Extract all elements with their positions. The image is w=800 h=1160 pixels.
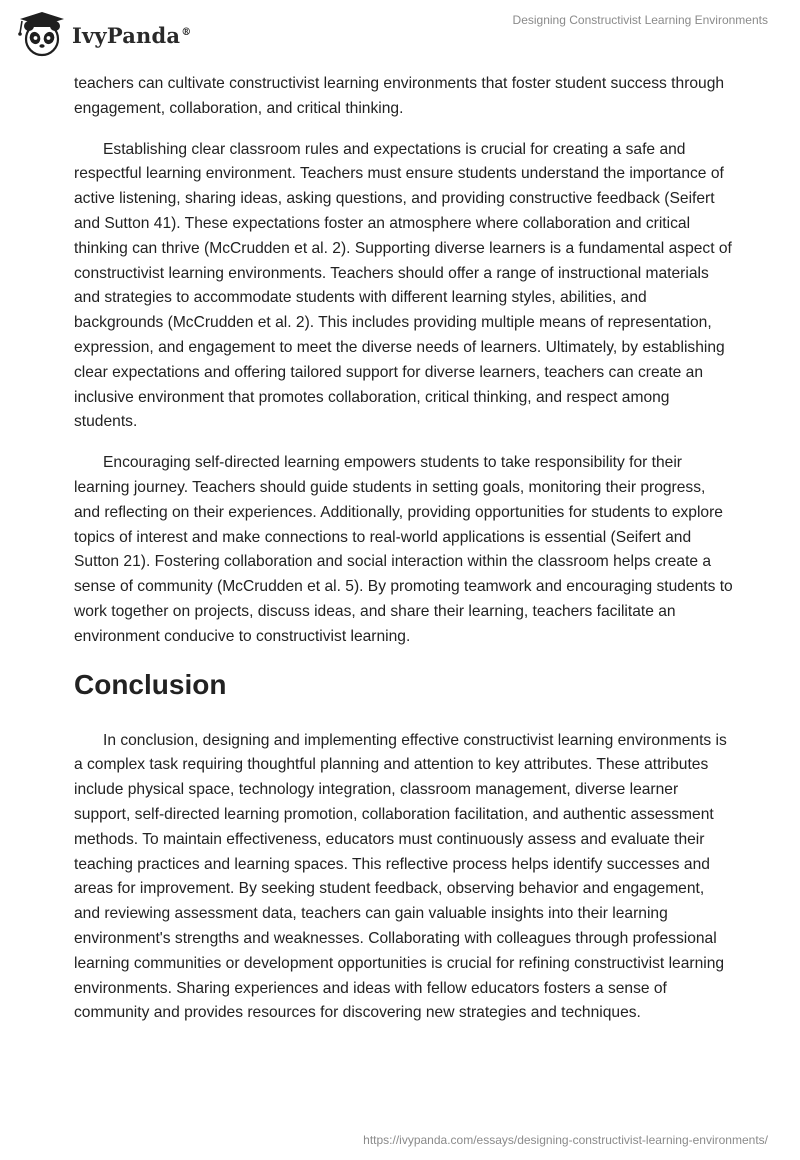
paragraph-classroom-rules: Establishing clear classroom rules and expectations is crucial for creating a safe and respectful learning environment. Teachers must ensure students understand the importance of active listening, sharing ideas, asking questions, and providing constructive feedback (Seifert and Sutton 41). These expectations foster an atmosphere where collaboration and critical thinking can thrive (McCrudden et al. 2). Supporting diverse learners is a fundamental aspect of constructivist learning environments. Teachers should offer a range of instructional materials and strategies to accommodate students with different learning styles, abilities, and backgrounds (McCrudden et al. 2). This includes providing multiple means of representation, expression, and engagement to meet the diverse needs of learners. Ultimately, by establishing clear expectations and offering tailored support for diverse learners, teachers can create an inclusive environment that promotes collaboration, critical thinking, and respect among students. <box>74 140 732 431</box>
ivypanda-logo[interactable] <box>14 8 191 58</box>
conclusion-heading: Conclusion <box>74 668 227 700</box>
paragraph-continued: teachers can cultivate constructivist learning environments that foster student success through engagement, collaboration, and critical thinking. <box>74 75 725 117</box>
logo-text: IvyPanda® <box>72 22 192 48</box>
registered-mark: ® <box>181 26 192 38</box>
page-header <box>0 0 800 70</box>
paragraph-self-directed-learning: Encouraging self-directed learning empowers students to take responsibility for their learning journey. Teachers should guide students in setting goals, monitoring their progress, and reflecting on their experiences. Additionally, providing opportunities for students to explore topics of interest and make connections to real-world applications is essential (Seifert and Sutton 21). Fostering collaboration and social interaction within the classroom helps create a sense of community (McCrudden et al. 5). By promoting teamwork and encouraging students to work together on projects, discuss ideas, and share their learning, teachers facilitate an environment conducive to constructivist learning. <box>74 454 733 645</box>
essay-body <box>74 72 734 1042</box>
paragraph-conclusion: In conclusion, designing and implementing effective constructivist learning environments is a complex task requiring thoughtful planning and attention to key attributes. These attributes include physical space, technology integration, classroom management, diverse learner support, self-directed learning promotion, collaboration facilitation, and authentic assessment methods. To maintain effectiveness, educators must continuously assess and evaluate their teaching practices and learning spaces. This reflective process helps identify successes and areas for improvement. By seeking student feedback, observing behavior and engagement, and reviewing assessment data, teachers can gain valuable insights into their learning environment's strengths and weaknesses. Collaborating with colleagues through professional learning communities or development opportunities is crucial for refining constructivist learning environments. Sharing experiences and ideas with fellow educators fosters a sense of community and provides resources for discovering new strategies and techniques. <box>74 731 727 1022</box>
document-title: Designing Constructivist Learning Environments <box>512 13 768 27</box>
panda-graduate-icon <box>14 9 66 57</box>
source-url[interactable]: https://ivypanda.com/essays/designing-constructivist-learning-environments/ <box>363 1133 768 1147</box>
